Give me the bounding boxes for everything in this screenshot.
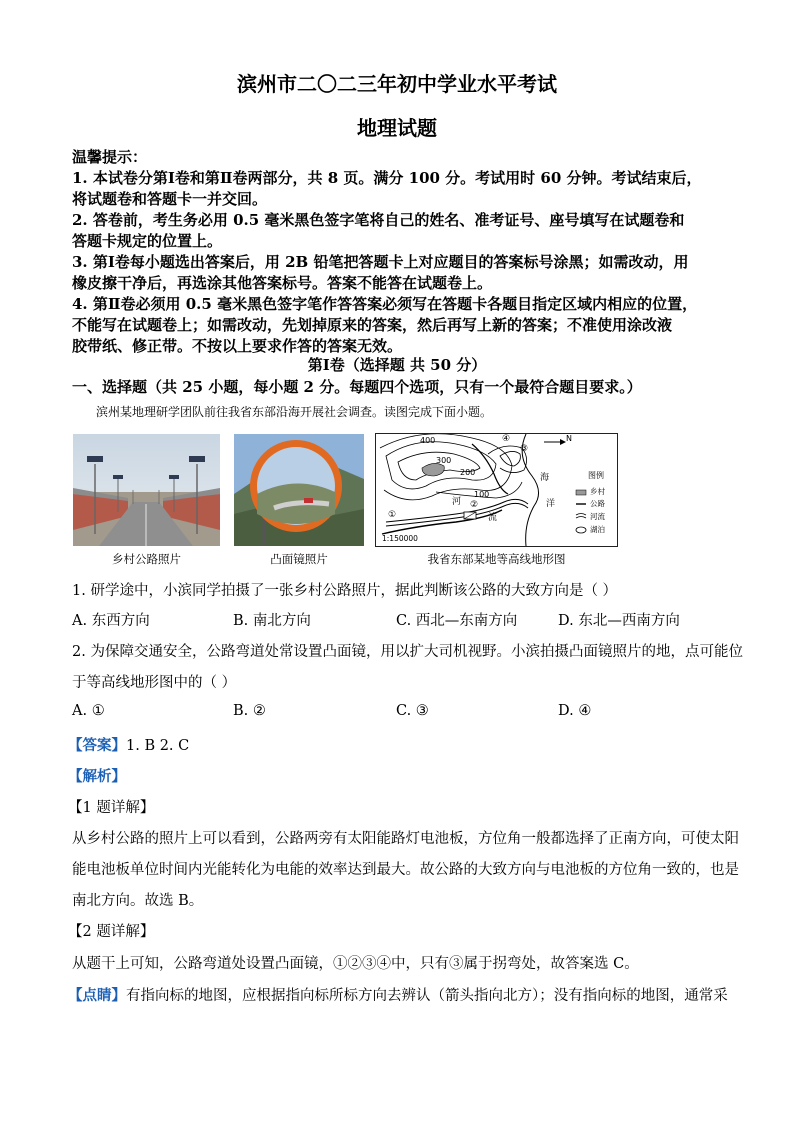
photo2-caption: 凸面镜照片 [270,552,328,566]
contour-label-400: 400 [420,436,436,445]
question-1-stem: 1. 研学途中，小滨同学拍摄了一张乡村公路照片，据此判断该公路的大致方向是（ ） [72,583,618,599]
contour-label-300: 300 [436,456,452,465]
question-1-option-b: B. 南北方向 [233,613,311,629]
contour-label-200: 200 [460,468,476,477]
notice-line: 3. 第Ⅰ卷每小题选出答案后，用 2B 铅笔把答题卡上对应题目的答案标号涂黑；如需改动，用 [72,253,689,271]
legend-village: 乡村 [590,487,605,496]
detail-1-line: 南北方向。故选 B。 [72,893,204,909]
tip-label: 【点睛】 [68,987,126,1004]
detail-1-label: 【1 题详解】 [68,800,155,816]
convex-mirror-image [234,434,364,546]
notice-line: 将试题卷和答题卡一并交回。 [72,190,268,208]
north-label: N [566,434,572,443]
exam-subtitle: 地理试题 [357,116,437,140]
tip-row [68,984,728,1005]
notice-heading: 温馨提示： [72,148,148,166]
question-2-stem: 2. 为保障交通安全，公路弯道处常设置凸面镜，用以扩大司机视野。小滨拍摄凸面镜照片的地，点可能位 [72,644,743,660]
notice-line: 橡皮擦干净后，再选涂其他答案标号。答案不能答在试题卷上。 [72,274,493,292]
notice-line: 胶带纸、修正带。不按以上要求作答的答案无效。 [72,337,403,355]
river-label-liu: 流 [488,513,498,523]
exam-title: 滨州市二〇二三年初中学业水平考试 [237,72,557,96]
map-scale: 1:150000 [382,534,418,543]
question-2-option-b: B. ② [233,703,266,719]
marker-4: ④ [502,434,511,444]
answer-row [68,734,728,755]
question-2-option-a: A. ① [72,703,105,719]
detail-1-line: 能电池板单位时间内光能转化为电能的效率达到最大。故公路的大致方向与电池板的方位角一致的，也是 [72,862,739,878]
question-1-option-a: A. 东西方向 [72,613,150,629]
tip-text: 有指向标的地图，应根据指向标所标方向去辨认（箭头指向北方）；没有指向标的地图，通常采 [126,988,728,1004]
legend-title: 图例 [588,471,604,480]
rural-road-photo [73,434,220,546]
question-1-option-d: D. 东北—西南方向 [558,613,680,629]
question-2-option-d: D. ④ [558,703,592,719]
question-1-option-c: C. 西北—东南方向 [396,613,518,629]
legend-road: 公路 [590,499,605,508]
photo1-caption: 乡村公路照片 [112,552,181,566]
part-title: 一、选择题（共 25 小题，每小题 2 分。每题四个选项，只有一个最符合题目要求。） [72,378,642,396]
sea-label-hai: 海 [540,473,550,483]
contour-map-image [376,434,617,546]
detail-2-line: 从题干上可知，公路弯道处设置凸面镜，①②③④中，只有③属于拐弯处，故答案选 C。 [72,956,639,972]
contour-map [375,433,618,547]
notice-line: 1. 本试卷分第Ⅰ卷和第Ⅱ卷两部分，共 8 页。满分 100 分。考试用时 60 分钟。考试结束后， [72,169,702,187]
detail-2-label: 【2 题详解】 [68,924,155,940]
detail-1-line: 从乡村公路的照片上可以看到，公路两旁有太阳能路灯电池板，方位角一般都选择了正南方向，可使太阳 [72,831,739,847]
notice-line: 2. 答卷前，考生务必用 0.5 毫米黑色签字笔将自己的姓名、准考证号、座号填写在试题卷和 [72,211,685,229]
question-intro: 滨州某地理研学团队前往我省东部沿海开展社会调查。读图完成下面小题。 [96,405,493,419]
river-label-he: 河 [452,497,462,507]
answer-text: 1. B 2. C [126,738,190,754]
marker-2: ② [470,500,479,510]
answer-label: 【答案】 [68,737,126,754]
convex-mirror-photo [234,434,364,546]
contour-label-100: 100 [474,490,490,499]
question-2-option-c: C. ③ [396,703,429,719]
sea-label-yang: 洋 [546,499,556,509]
legend-river: 河流 [590,512,605,521]
section-header: 第Ⅰ卷（选择题 共 50 分） [307,356,487,374]
notice-line: 不能写在试题卷上；如需改动，先划掉原来的答案，然后再写上新的答案；不准使用涂改液 [72,316,673,334]
analysis-label: 【解析】 [68,768,126,785]
map-caption: 我省东部某地等高线地形图 [427,552,566,566]
rural-road-image [73,434,220,546]
notice-line: 答题卡规定的位置上。 [72,232,223,250]
notice-line: 4. 第Ⅱ卷必须用 0.5 毫米黑色签字笔作答答案必须写在答题卡各题目指定区域内相应的位置， [72,295,698,313]
marker-3: ③ [520,444,529,454]
question-2-stem-cont: 于等高线地形图中的（ ） [72,675,237,691]
legend-lake: 湖泊 [590,525,605,534]
marker-1: ① [388,510,397,520]
